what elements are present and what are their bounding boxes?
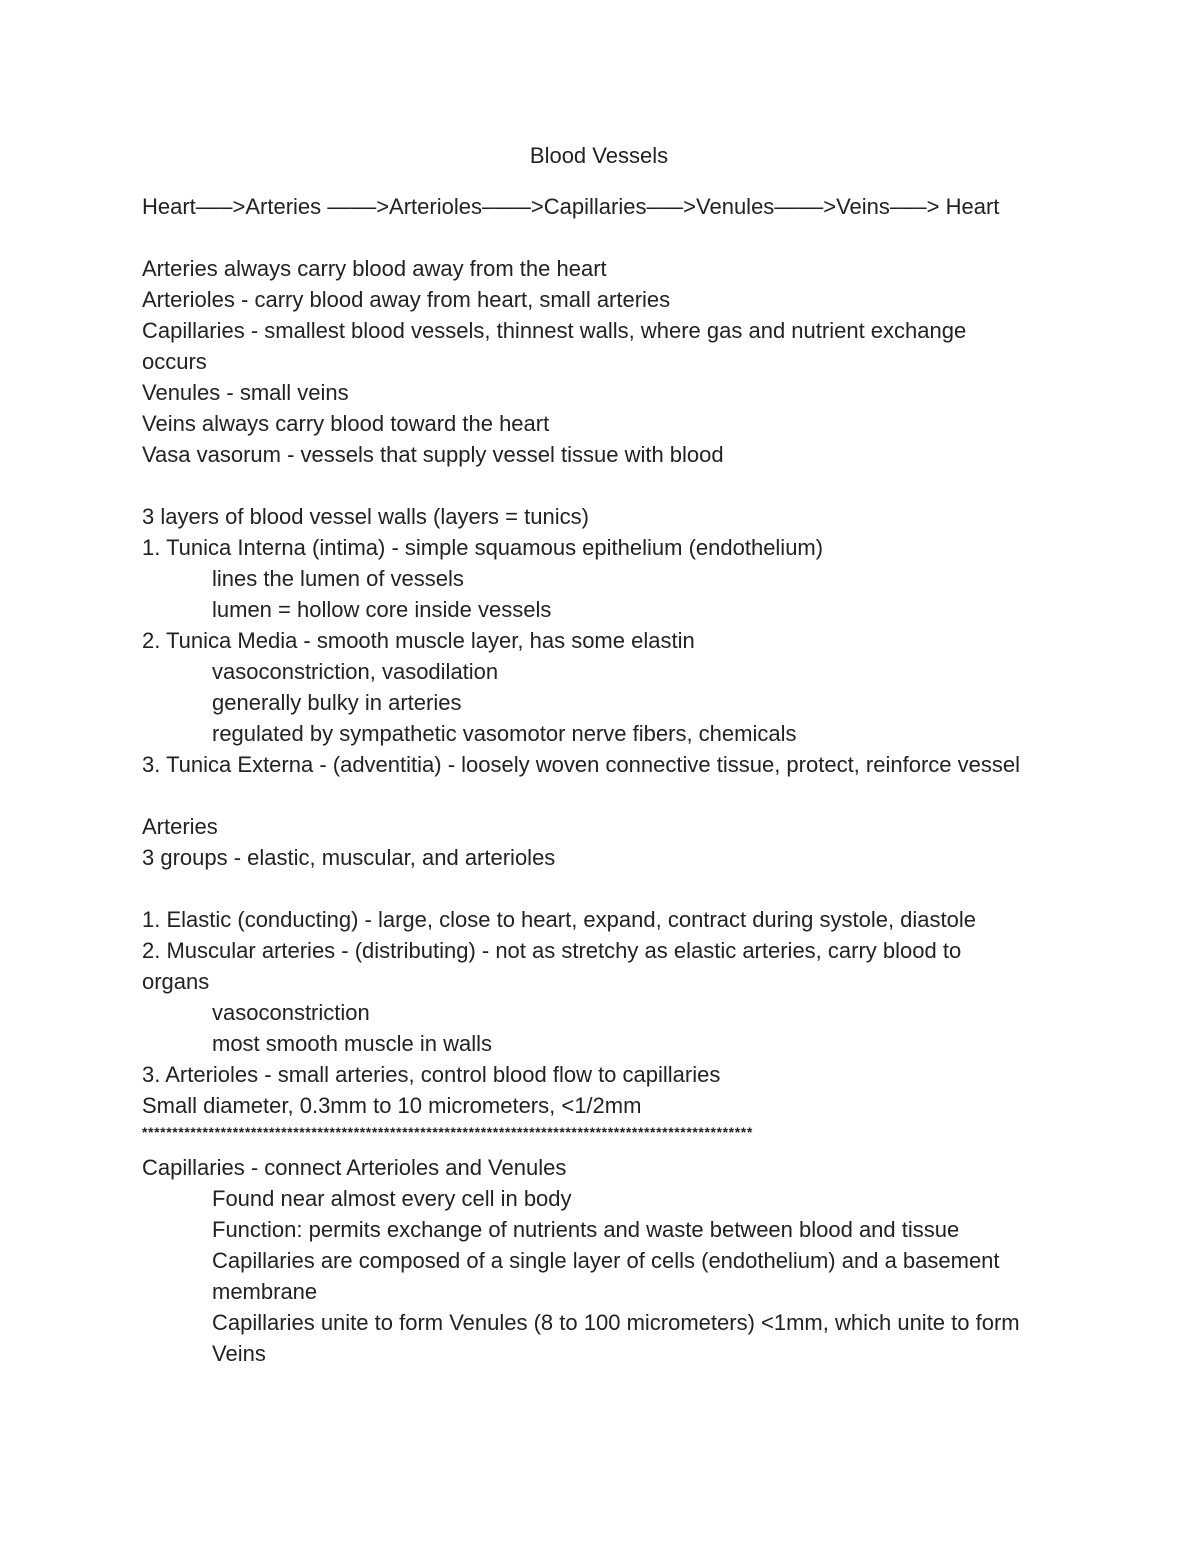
arteries-diameter: Small diameter, 0.3mm to 10 micrometers, <1/2mm (142, 1093, 642, 1118)
capillaries-heading: Capillaries - connect Arterioles and Venules (142, 1155, 567, 1180)
capillary-note: Capillaries are composed of a single layer of cells (endothelium) and a basement membrane (212, 1248, 1000, 1304)
arteries-heading: Arteries (142, 814, 218, 839)
layer-note: lumen = hollow core inside vessels (212, 597, 552, 622)
spacer (142, 222, 1082, 253)
definition-arteries: Arteries always carry blood away from the heart (142, 256, 607, 281)
layer-note: vasoconstriction, vasodilation (212, 659, 499, 684)
definition-vasa-vasorum: Vasa vasorum - vessels that supply vessel tissue with blood (142, 442, 724, 467)
capillary-note: Function: permits exchange of nutrients and waste between blood and tissue (212, 1217, 960, 1242)
artery-muscular: 2. Muscular arteries - (distributing) - not as stretchy as elastic arteries, carry blood to organs (142, 938, 962, 994)
layer-note: generally bulky in arteries (212, 690, 462, 715)
definition-capillaries: Capillaries - smallest blood vessels, thinnest walls, where gas and nutrient exchange occurs (142, 318, 967, 374)
layers-section (142, 501, 1082, 780)
definition-arterioles: Arterioles - carry blood away from heart, small arteries (142, 287, 671, 312)
capillary-note: Capillaries unite to form Venules (8 to 100 micrometers) <1mm, which unite to form Veins (212, 1310, 1020, 1366)
layer-note: regulated by sympathetic vasomotor nerve fibers, chemicals (212, 721, 797, 746)
artery-note: vasoconstriction (212, 1000, 370, 1025)
capillaries-section (142, 1152, 1082, 1369)
arteries-groups: 3 groups - elastic, muscular, and arterioles (142, 845, 556, 870)
spacer (142, 873, 1082, 904)
page-title: Blood Vessels (529, 143, 669, 168)
layer-tunica-externa: 3. Tunica Externa - (adventitia) - loosely woven connective tissue, protect, reinforce vessel (142, 752, 1020, 777)
arteries-section (142, 811, 1082, 1121)
artery-arterioles: 3. Arterioles - small arteries, control blood flow to capillaries (142, 1062, 721, 1087)
document-page (142, 140, 1082, 1369)
layer-tunica-media: 2. Tunica Media - smooth muscle layer, has some elastin (142, 628, 695, 653)
layer-note: lines the lumen of vessels (212, 566, 464, 591)
asterisk-separator: ***************************************************************************************************** (142, 1124, 753, 1140)
layers-heading: 3 layers of blood vessel walls (layers = tunics) (142, 504, 589, 529)
definition-veins: Veins always carry blood toward the heart (142, 411, 550, 436)
spacer (142, 780, 1082, 811)
blood-flow-sequence: Heart–––>Arteries ––––>Arterioles––––>Capillaries–––>Venules––––>Veins–––> Heart (142, 194, 1000, 219)
artery-note: most smooth muscle in walls (212, 1031, 492, 1056)
layer-tunica-interna: 1. Tunica Interna (intima) - simple squamous epithelium (endothelium) (142, 535, 824, 560)
spacer (142, 470, 1082, 501)
capillary-note: Found near almost every cell in body (212, 1186, 572, 1211)
artery-elastic: 1. Elastic (conducting) - large, close to heart, expand, contract during systole, diastole (142, 907, 976, 932)
definition-venules: Venules - small veins (142, 380, 349, 405)
intro-definitions (142, 253, 1082, 470)
